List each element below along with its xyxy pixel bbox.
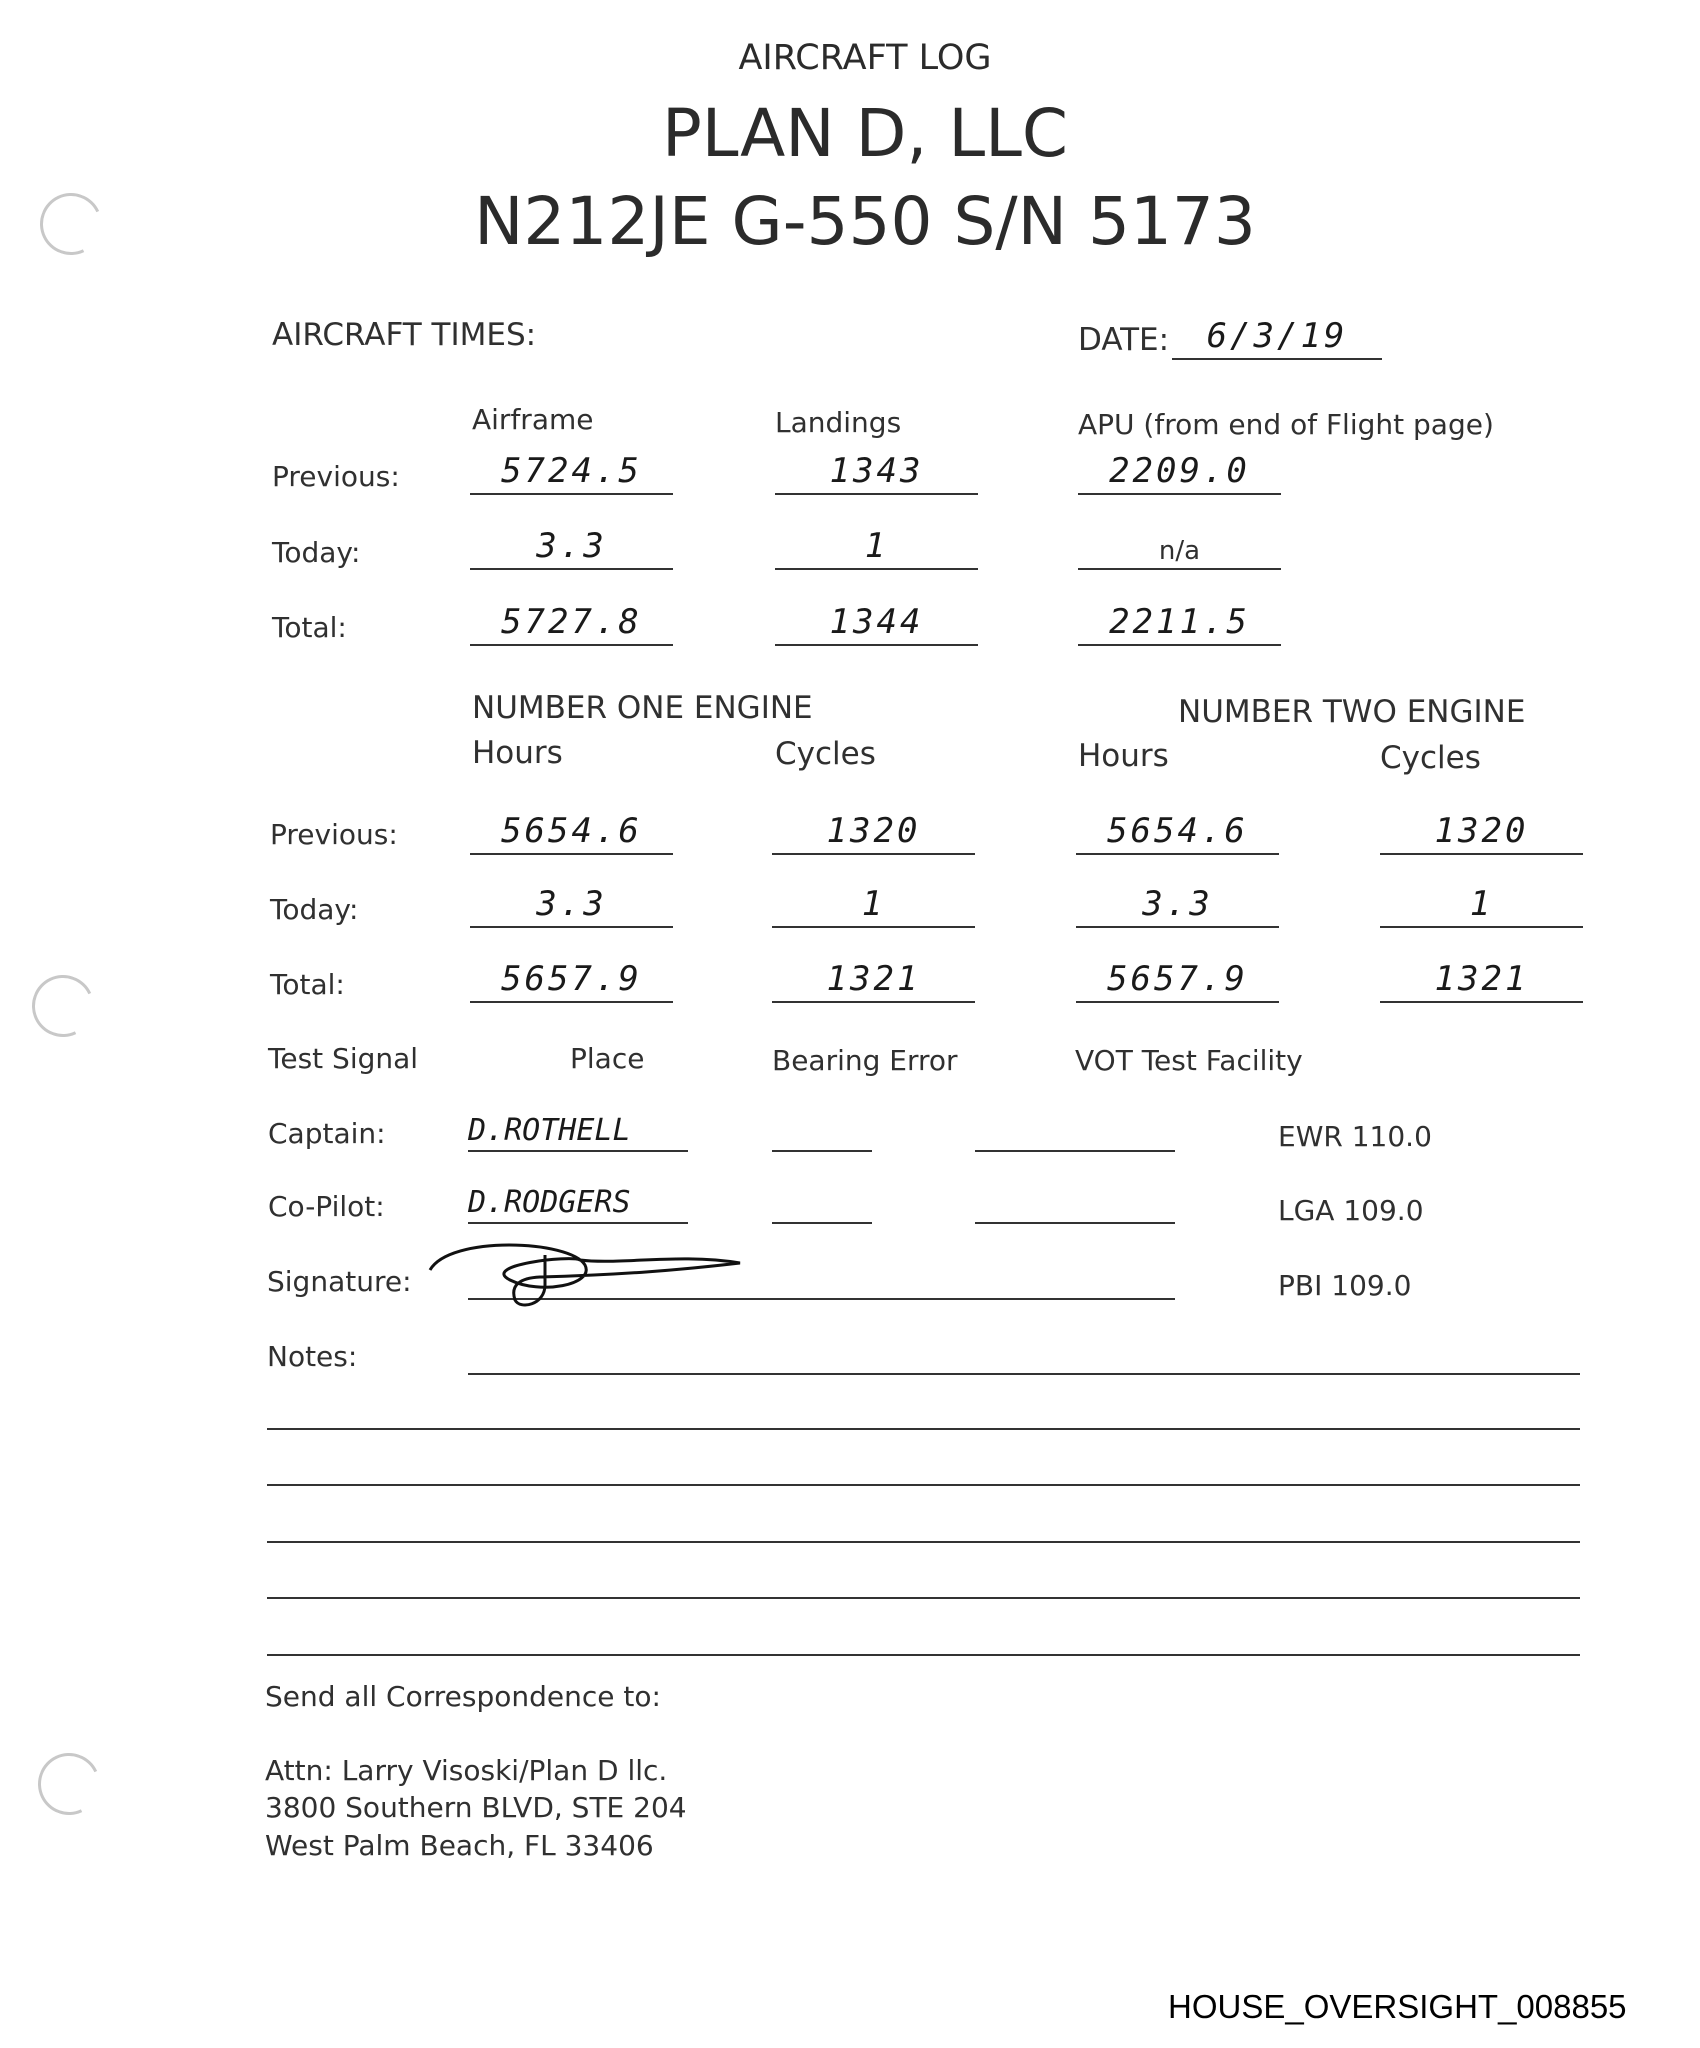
landings-total-underline <box>775 644 978 646</box>
e1-cycles-total-field <box>772 953 975 1003</box>
copilot-place-underline <box>772 1222 872 1224</box>
bates-number: HOUSE_OVERSIGHT_008855 <box>1168 1988 1627 2025</box>
e2-cycles-total-field <box>1380 953 1583 1003</box>
date-value: 6/3/19 <box>1206 316 1348 356</box>
landings-previous-underline <box>775 493 978 495</box>
engine-two-cycles-label: Cycles <box>1380 740 1481 776</box>
notes-line-2 <box>267 1428 1580 1430</box>
apu-total-underline <box>1078 644 1281 646</box>
col-landings: Landings <box>775 406 902 439</box>
date-label: DATE: <box>1078 322 1170 358</box>
landings-total: 1344 <box>829 602 924 642</box>
aircraft-id: N212JE G-550 S/N 5173 <box>474 183 1256 260</box>
captain-name-underline <box>468 1150 688 1152</box>
airframe-total-underline <box>470 644 673 646</box>
aircraft-times-heading: AIRCRAFT TIMES: <box>272 317 537 353</box>
row-label-total: Total: <box>272 611 347 644</box>
vot-facility-label: VOT Test Facility <box>1075 1044 1303 1077</box>
engine-one-cycles-label: Cycles <box>775 736 876 772</box>
engine-row-label-total: Total: <box>270 968 345 1001</box>
engine-row-label-previous: Previous: <box>270 818 398 851</box>
vot-lga: LGA 109.0 <box>1278 1194 1424 1227</box>
signature-label: Signature: <box>267 1265 412 1298</box>
engine-two-hours-label: Hours <box>1078 738 1169 774</box>
correspondence-line-3: West Palm Beach, FL 33406 <box>265 1829 654 1862</box>
engine-one-title: NUMBER ONE ENGINE <box>472 690 813 726</box>
row-label-today: Today: <box>272 536 361 569</box>
e2-hours-today-underline <box>1076 926 1279 928</box>
e2-hours-previous-field <box>1076 805 1279 855</box>
notes-line-3 <box>267 1484 1580 1486</box>
e1-cycles-previous-underline <box>772 853 975 855</box>
apu-today-underline <box>1078 568 1281 570</box>
col-apu: APU (from end of Flight page) <box>1078 408 1494 441</box>
e1-cycles-total: 1321 <box>826 959 921 999</box>
row-label-previous: Previous: <box>272 460 400 493</box>
landings-today-field <box>775 520 978 570</box>
signature-scribble <box>420 1225 780 1315</box>
e1-hours-previous: 5654.6 <box>501 811 642 851</box>
place-label: Place <box>570 1042 645 1075</box>
landings-total-field <box>775 596 978 646</box>
captain-name-field <box>468 1100 688 1152</box>
notes-label: Notes: <box>267 1340 358 1373</box>
e1-cycles-today: 1 <box>861 884 886 924</box>
e1-cycles-today-underline <box>772 926 975 928</box>
airframe-today: 3.3 <box>536 526 607 566</box>
e1-hours-total-field <box>470 953 673 1003</box>
captain-name: D.ROTHELL <box>468 1113 631 1148</box>
landings-today: 1 <box>864 526 889 566</box>
vot-pbi: PBI 109.0 <box>1278 1269 1412 1302</box>
apu-today: n/a <box>1158 536 1201 566</box>
e2-cycles-total: 1321 <box>1434 959 1529 999</box>
e2-cycles-today-underline <box>1380 926 1583 928</box>
landings-previous-field <box>775 445 978 495</box>
col-airframe: Airframe <box>472 403 594 436</box>
airframe-today-underline <box>470 568 673 570</box>
copilot-label: Co-Pilot: <box>268 1190 385 1223</box>
engine-row-label-today: Today: <box>270 893 359 926</box>
engine-one-hours-label: Hours <box>472 735 563 771</box>
landings-previous: 1343 <box>829 451 924 491</box>
binder-hole-middle <box>23 966 102 1045</box>
apu-total-field <box>1078 596 1281 646</box>
e1-hours-total-underline <box>470 1001 673 1003</box>
airframe-total-field <box>470 596 673 646</box>
airframe-previous-underline <box>470 493 673 495</box>
apu-previous-field <box>1078 445 1281 495</box>
correspondence-line-1: Attn: Larry Visoski/Plan D llc. <box>265 1754 668 1787</box>
notes-line-6 <box>267 1654 1580 1656</box>
e2-hours-total-underline <box>1076 1001 1279 1003</box>
apu-previous-underline <box>1078 493 1281 495</box>
copilot-name-underline <box>468 1222 688 1224</box>
vot-ewr: EWR 110.0 <box>1278 1120 1432 1153</box>
copilot-name: D.RODGERS <box>468 1185 631 1220</box>
engine-two-title: NUMBER TWO ENGINE <box>1178 694 1526 730</box>
captain-place-underline <box>772 1150 872 1152</box>
e1-cycles-previous: 1320 <box>826 811 921 851</box>
log-subtitle: AIRCRAFT LOG <box>738 38 992 78</box>
e2-hours-today: 3.3 <box>1142 884 1213 924</box>
airframe-total: 5727.8 <box>501 602 642 642</box>
e1-hours-previous-underline <box>470 853 673 855</box>
airframe-previous-field <box>470 445 673 495</box>
bearing-error-label: Bearing Error <box>772 1044 958 1077</box>
e1-hours-today-underline <box>470 926 673 928</box>
captain-bearing-underline <box>975 1150 1175 1152</box>
copilot-bearing-underline <box>975 1222 1175 1224</box>
e1-cycles-previous-field <box>772 805 975 855</box>
e2-cycles-today-field <box>1380 878 1583 928</box>
e2-hours-total-field <box>1076 953 1279 1003</box>
e1-cycles-today-field <box>772 878 975 928</box>
copilot-name-field <box>468 1172 688 1224</box>
e2-hours-previous-underline <box>1076 853 1279 855</box>
e1-hours-total: 5657.9 <box>501 959 642 999</box>
e1-hours-today: 3.3 <box>536 884 607 924</box>
airframe-previous: 5724.5 <box>501 451 642 491</box>
apu-previous: 2209.0 <box>1109 451 1250 491</box>
landings-today-underline <box>775 568 978 570</box>
correspondence-line-2: 3800 Southern BLVD, STE 204 <box>265 1791 687 1824</box>
e1-hours-previous-field <box>470 805 673 855</box>
binder-hole-bottom <box>29 1744 108 1823</box>
captain-label: Captain: <box>268 1117 386 1150</box>
e1-cycles-total-underline <box>772 1001 975 1003</box>
date-field <box>1172 310 1382 360</box>
e2-hours-total: 5657.9 <box>1107 959 1248 999</box>
e2-hours-today-field <box>1076 878 1279 928</box>
e2-cycles-today: 1 <box>1469 884 1494 924</box>
date-underline <box>1172 358 1382 360</box>
notes-line-4 <box>267 1541 1580 1543</box>
notes-line-1 <box>468 1373 1580 1375</box>
e2-cycles-previous-underline <box>1380 853 1583 855</box>
notes-line-5 <box>267 1597 1580 1599</box>
correspondence-heading: Send all Correspondence to: <box>265 1680 661 1713</box>
apu-total: 2211.5 <box>1109 602 1250 642</box>
e2-cycles-previous-field <box>1380 805 1583 855</box>
test-signal-label: Test Signal <box>268 1042 419 1075</box>
company-name: PLAN D, LLC <box>662 95 1068 172</box>
airframe-today-field <box>470 520 673 570</box>
apu-today-field <box>1078 520 1281 570</box>
e1-hours-today-field <box>470 878 673 928</box>
e2-cycles-previous: 1320 <box>1434 811 1529 851</box>
e2-hours-previous: 5654.6 <box>1107 811 1248 851</box>
e2-cycles-total-underline <box>1380 1001 1583 1003</box>
